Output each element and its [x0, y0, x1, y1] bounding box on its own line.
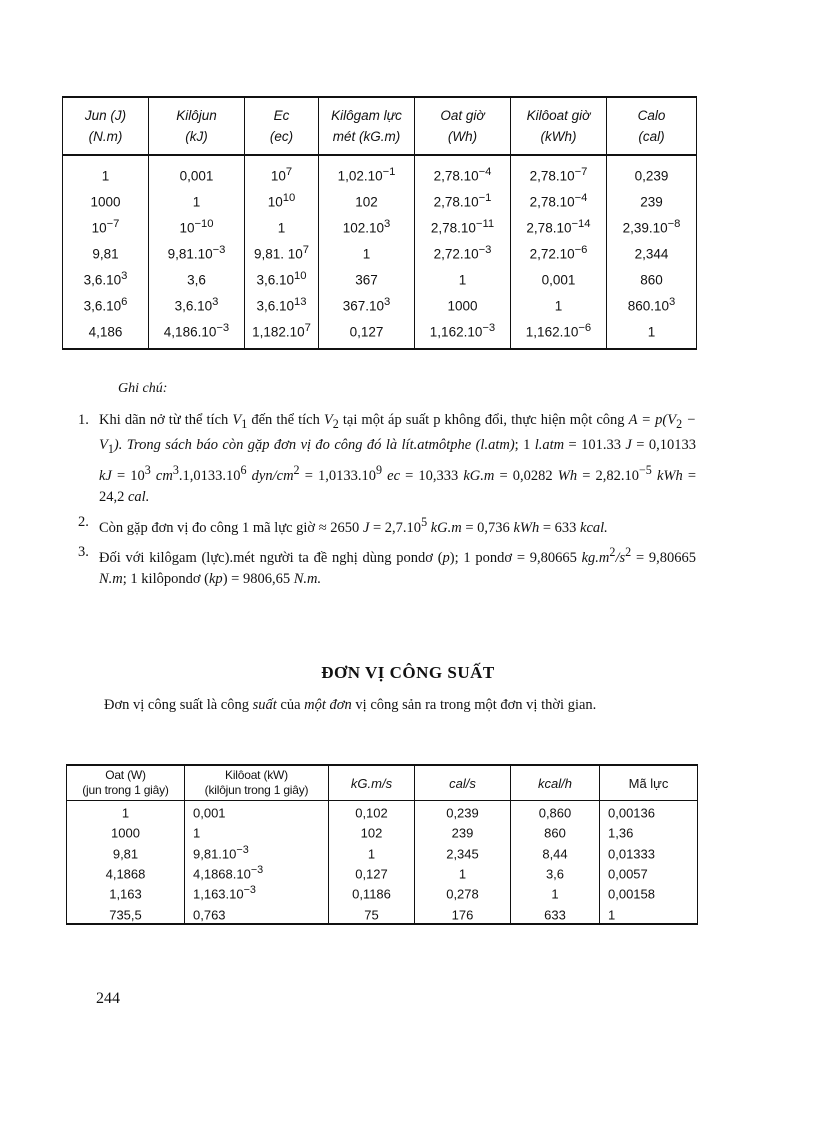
table-cell: $9,81.10^{-3}$ — [185, 842, 329, 862]
table-cell: 1 — [67, 801, 185, 822]
table-row — [67, 842, 698, 862]
table-cell: $4,1868.10^{-3}$ — [185, 862, 329, 882]
table-cell: $2,78.10^{-7}$ — [511, 155, 607, 188]
table-cell: 0,102 — [329, 801, 415, 822]
table-cell: 860.10$^3$ — [607, 292, 697, 318]
table-cell: 4,1868 — [67, 862, 185, 882]
table-cell: $2,39.10^{-8}$ — [607, 214, 697, 240]
table-cell: 1 — [607, 318, 697, 349]
table-cell: 0,01333 — [600, 842, 698, 862]
table-cell: 239 — [415, 821, 511, 841]
note-item-2: 2. Còn gặp đơn vị đo công 1 mã lực giờ ≈ 2650 $J = 2,7.10^5$ kG.m = 0,736 kWh = 633 kcal. — [78, 513, 608, 536]
col-header-kilojun: Kilôjun (kJ) — [149, 97, 245, 155]
table-header-row — [67, 765, 698, 801]
table-cell: 75 — [329, 903, 415, 924]
table-cell: $2,78.10^{-14}$ — [511, 214, 607, 240]
table-cell: $1,163.10^{-3}$ — [185, 882, 329, 902]
table-cell: 0,239 — [607, 155, 697, 188]
table-cell: $10^{10}$ — [245, 188, 319, 214]
col-header-ma-luc: Mã lực — [600, 765, 698, 801]
table-cell: 8,44 — [511, 842, 600, 862]
power-units-table — [66, 764, 698, 925]
table-cell: 3,6.10$^6$ — [63, 292, 149, 318]
table-cell: 1,182.10$^7$ — [245, 318, 319, 349]
table-cell: 367 — [319, 266, 415, 292]
table-row — [63, 188, 697, 214]
col-header-calo: Calo (cal) — [607, 97, 697, 155]
table-cell: $2,72.10^{-6}$ — [511, 240, 607, 266]
table-cell: 1,163 — [67, 882, 185, 902]
table-cell: 0,1186 — [329, 882, 415, 902]
page-number: 244 — [96, 990, 120, 1007]
table-cell: 1 — [63, 155, 149, 188]
section-title: ĐƠN VỊ CÔNG SUẤT — [321, 663, 495, 682]
table-cell: $4,186.10^{-3}$ — [149, 318, 245, 349]
table-cell: 0,001 — [185, 801, 329, 822]
table-cell: 1,36 — [600, 821, 698, 841]
col-header-jun: Jun (J) (N.m) — [63, 97, 149, 155]
table-row — [67, 882, 698, 902]
col-header-cal-per-s: cal/s — [415, 765, 511, 801]
table-cell: 0,001 — [511, 266, 607, 292]
table-cell: $1,02.10^{-1}$ — [319, 155, 415, 188]
table-cell: 860 — [607, 266, 697, 292]
table-cell: $9,81.10^{-3}$ — [149, 240, 245, 266]
col-header-kilooat: Kilôoat (kW) (kilôjun trong 1 giây) — [185, 765, 329, 801]
table-cell: $10^{-7}$ — [63, 214, 149, 240]
table-row — [63, 292, 697, 318]
table-row — [67, 801, 698, 822]
note-item-1: 1. Khi dãn nở từ thể tích $V_1$ đến thể tích $V_2$ tại một áp suất p không đổi, thực hiện một công $A = p(V_2 - V_1)$. Trong sách báo còn gặp đơn vị đo công đó là lít.atmôtphe (l.atm); 1 l.atm = 101.33 J = 0,10133 kJ = $10^3$ $cm^3.1,0133.10^6$ dyn/$cm^2 = 1,0133.10^9$ ec = 10,333 kG.m = 0,0282 $Wh = 2,82.10^{-5}$ kWh = 24,2 cal. — [78, 412, 696, 505]
table-cell: 1 — [511, 882, 600, 902]
table-cell: 0,001 — [149, 155, 245, 188]
table-cell: 0,127 — [329, 862, 415, 882]
table-cell: 0,860 — [511, 801, 600, 822]
table-cell: $1,162.10^{-3}$ — [415, 318, 511, 349]
table-row — [63, 266, 697, 292]
table-cell: 9,81 — [67, 842, 185, 862]
table-row — [67, 821, 698, 841]
table-cell: 1 — [319, 240, 415, 266]
table-row — [63, 318, 697, 349]
notes-title: Ghi chú: — [118, 381, 168, 396]
table-cell: 102.10$^3$ — [319, 214, 415, 240]
section-intro: Đơn vị công suất là công suất của một đơn vị công sản ra trong một đơn vị thời gian. — [104, 697, 597, 713]
table-cell: 1 — [600, 903, 698, 924]
table-cell: 3,6 — [511, 862, 600, 882]
table-cell: 9,81 — [63, 240, 149, 266]
col-header-kilooat-gio: Kilôoat giờ (kWh) — [511, 97, 607, 155]
table-row — [67, 903, 698, 924]
table-row — [63, 214, 697, 240]
table-cell: 0,278 — [415, 882, 511, 902]
table-cell: 1 — [149, 188, 245, 214]
table-cell: 3,6 — [149, 266, 245, 292]
table-header-row — [63, 97, 697, 155]
table-row — [63, 155, 697, 188]
table-cell: $2,72.10^{-3}$ — [415, 240, 511, 266]
table-cell: 4,186 — [63, 318, 149, 349]
table-row — [63, 240, 697, 266]
col-header-kgm-per-s: kG.m/s — [329, 765, 415, 801]
table-cell: 735,5 — [67, 903, 185, 924]
table-cell: 102 — [329, 821, 415, 841]
table-cell: 633 — [511, 903, 600, 924]
table-cell: 239 — [607, 188, 697, 214]
table-cell: 1 — [415, 862, 511, 882]
table-cell: $10^7$ — [245, 155, 319, 188]
table-cell: 1000 — [67, 821, 185, 841]
table-cell: $2,78.10^{-4}$ — [511, 188, 607, 214]
table-cell: 1 — [185, 821, 329, 841]
table-cell: 0,127 — [319, 318, 415, 349]
table-cell: 1 — [245, 214, 319, 240]
table-cell: 0,763 — [185, 903, 329, 924]
table-cell: 176 — [415, 903, 511, 924]
table-cell: 1 — [415, 266, 511, 292]
table-cell: 3,6.10$^3$ — [149, 292, 245, 318]
col-header-kcal-per-h: kcal/h — [511, 765, 600, 801]
table-cell: 2,345 — [415, 842, 511, 862]
table-cell: 2,344 — [607, 240, 697, 266]
notes-list — [78, 410, 696, 594]
table-cell: $1,162.10^{-6}$ — [511, 318, 607, 349]
table-cell: 0,0057 — [600, 862, 698, 882]
table-body — [67, 801, 698, 924]
table-cell: 1 — [511, 292, 607, 318]
note-item-3: 3. Đối với kilôgam (lực).mét người ta đề nghị dùng pondơ (p); 1 pondơ = 9,80665 $kg.m^2/s^2 = 9,80665$ N.m; 1 kilôpondơ (kp) = 9806,65 N.m. — [78, 544, 696, 588]
col-header-kilogam-luc-met: Kilôgam lực mét (kG.m) — [319, 97, 415, 155]
table-cell: $2,78.10^{-11}$ — [415, 214, 511, 240]
col-header-oat: Oat (W) (jun trong 1 giây) — [67, 765, 185, 801]
table-cell: $2,78.10^{-1}$ — [415, 188, 511, 214]
table-cell: 3,6.10$^3$ — [63, 266, 149, 292]
col-header-ec: Ec (ec) — [245, 97, 319, 155]
table-cell: 1 — [329, 842, 415, 862]
table-cell: 367.10$^3$ — [319, 292, 415, 318]
table-cell: $2,78.10^{-4}$ — [415, 155, 511, 188]
table-cell: 0,239 — [415, 801, 511, 822]
table-cell: 3,6.10$^{10}$ — [245, 266, 319, 292]
energy-units-table — [62, 96, 697, 350]
table-cell: 102 — [319, 188, 415, 214]
table-cell: $10^{-10}$ — [149, 214, 245, 240]
table-cell: 3,6.10$^{13}$ — [245, 292, 319, 318]
table-cell: 1000 — [63, 188, 149, 214]
table-cell: 0,00158 — [600, 882, 698, 902]
table-cell: 9,81. $10^7$ — [245, 240, 319, 266]
table-cell: 0,00136 — [600, 801, 698, 822]
table-body — [63, 155, 697, 349]
table-row — [67, 862, 698, 882]
col-header-oat-gio: Oat giờ (Wh) — [415, 97, 511, 155]
table-cell: 1000 — [415, 292, 511, 318]
table-cell: 860 — [511, 821, 600, 841]
